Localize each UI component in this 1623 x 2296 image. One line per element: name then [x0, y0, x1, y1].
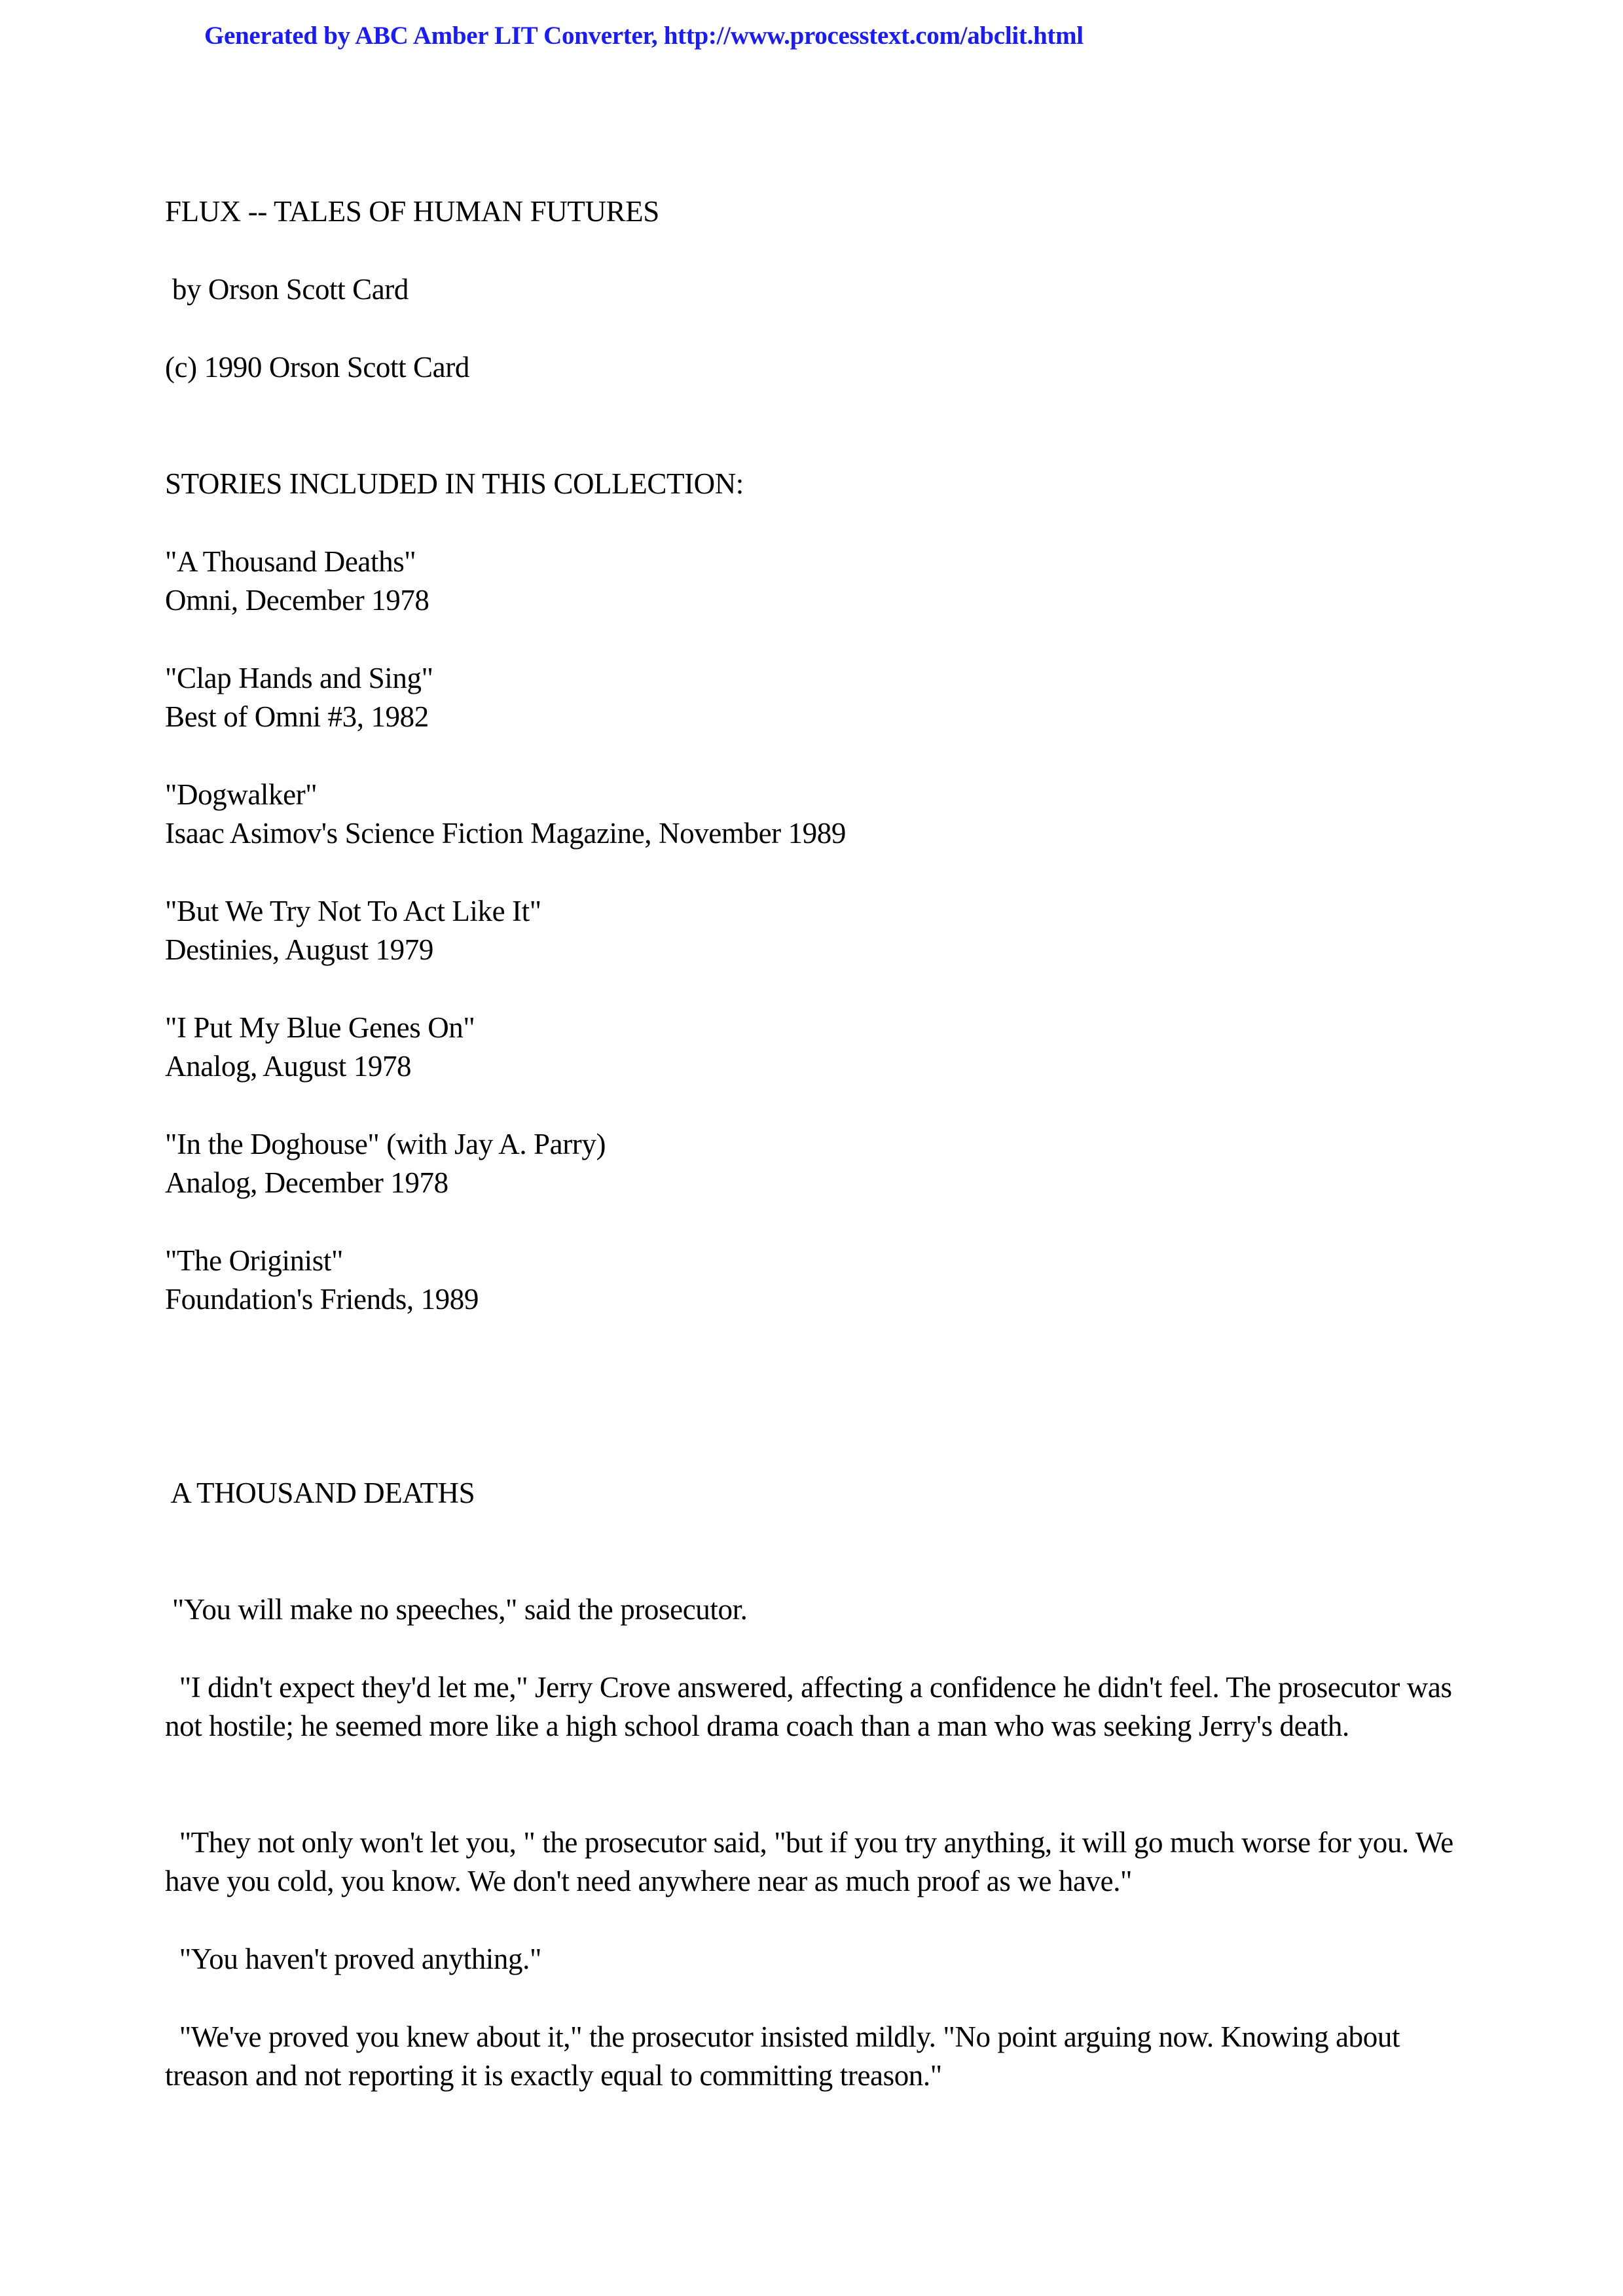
story-entry-title: "In the Doghouse" (with Jay A. Parry)	[165, 1128, 606, 1160]
story-paragraph: "We've proved you knew about it," the prosecutor insisted mildly. "No point arguing now. Knowing about treason and not reporting it is exactly equal to committing treason."	[165, 2020, 1407, 2092]
story-entry-title: "But We Try Not To Act Like It"	[165, 895, 541, 927]
story-entry-title: "Dogwalker"	[165, 778, 318, 811]
story-paragraph: "They not only won't let you, " the prosecutor said, "but if you try anything, it will go much worse for you. We have you cold, you know. We don't need anywhere near as much proof as we have."	[165, 1826, 1461, 1897]
book-copyright: (c) 1990 Orson Scott Card	[165, 351, 469, 384]
story-paragraph: "You will make no speeches," said the prosecutor.	[165, 1593, 748, 1626]
story-entry-title: "The Originist"	[165, 1244, 343, 1277]
contents-heading: STORIES INCLUDED IN THIS COLLECTION:	[165, 467, 744, 500]
story-entry-source: Analog, August 1978	[165, 1050, 412, 1083]
story-entry-source: Isaac Asimov's Science Fiction Magazine, November 1989	[165, 817, 846, 850]
story-paragraph: "I didn't expect they'd let me," Jerry Crove answered, affecting a confidence he didn't feel. The prosecutor was not hostile; he seemed more like a high school drama coach than a man who was seeking Jerry's death.	[165, 1671, 1459, 1742]
story-entry-title: "Clap Hands and Sing"	[165, 662, 433, 694]
story-entry-source: Destinies, August 1979	[165, 933, 433, 966]
story-entry-source: Best of Omni #3, 1982	[165, 700, 429, 733]
story-entry-title: "A Thousand Deaths"	[165, 545, 416, 578]
story-entry-source: Foundation's Friends, 1989	[165, 1283, 479, 1316]
book-byline: by Orson Scott Card	[165, 273, 409, 306]
story-paragraph: "You haven't proved anything."	[165, 1943, 541, 1975]
story-heading: A THOUSAND DEATHS	[165, 1477, 475, 1509]
converter-banner-link[interactable]: Generated by ABC Amber LIT Converter, http://www.processtext.com/abclit.html	[204, 22, 1084, 50]
story-entry-source: Omni, December 1978	[165, 584, 429, 617]
story-entry-source: Analog, December 1978	[165, 1166, 448, 1199]
story-entry-title: "I Put My Blue Genes On"	[165, 1011, 475, 1044]
book-title: FLUX -- TALES OF HUMAN FUTURES	[165, 195, 659, 228]
